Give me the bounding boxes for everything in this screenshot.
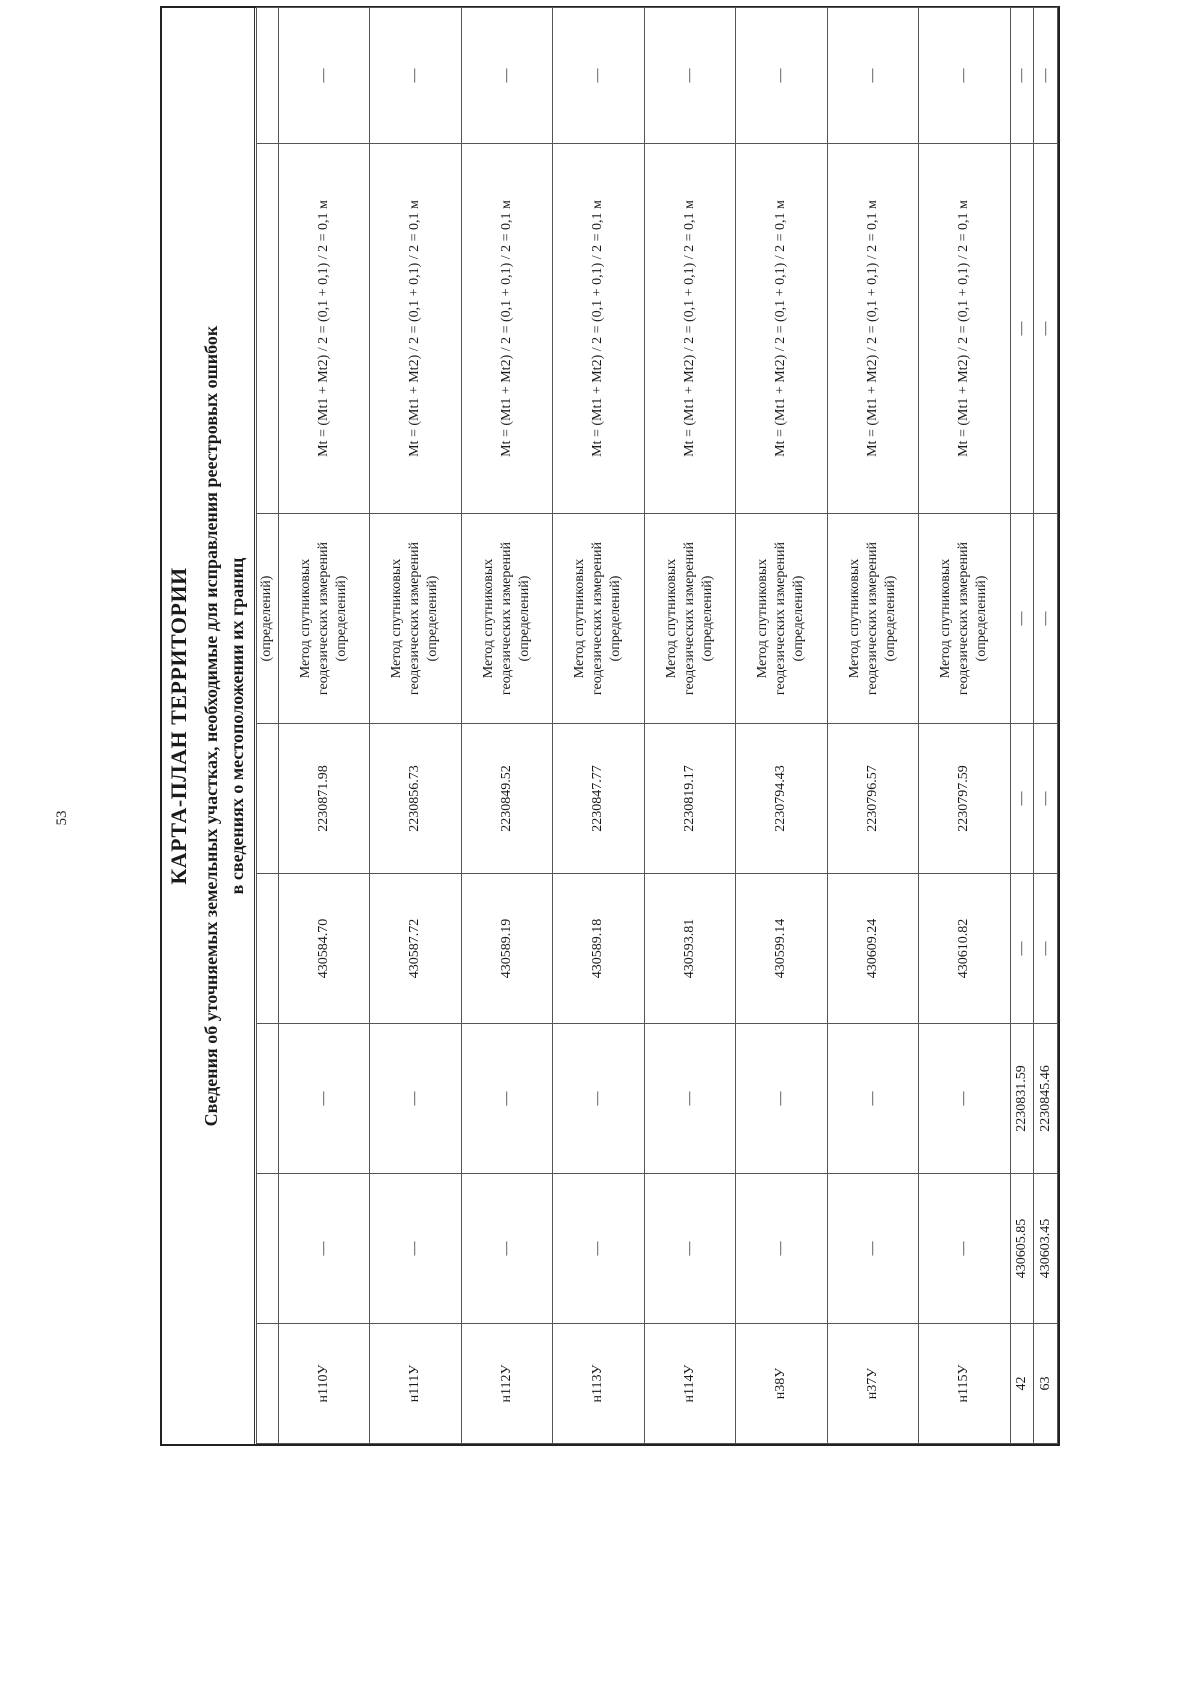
new-x-cell: — xyxy=(1034,874,1058,1024)
extra-cell: — xyxy=(644,8,736,144)
table-row xyxy=(827,8,919,1444)
old-y-cell: — xyxy=(919,1024,1011,1174)
table-row xyxy=(1010,8,1034,1444)
old-x-cell: — xyxy=(278,1174,370,1324)
old-x-cell: 430605.85 xyxy=(1010,1174,1034,1324)
point-cell: н114У xyxy=(644,1324,736,1444)
page-number: 53 xyxy=(54,810,70,826)
new-x-cell: — xyxy=(1010,874,1034,1024)
new-y-cell: 2230847.77 xyxy=(553,724,645,874)
extra-cell: — xyxy=(553,8,645,144)
formula-cell: Mt = (Mt1 + Mt2) / 2 = (0,1 + 0,1) / 2 = 0,1 м xyxy=(553,144,645,514)
old-y-cell: 2230831.59 xyxy=(1010,1024,1034,1174)
table-row xyxy=(553,8,645,1444)
new-y-cell: 2230871.98 xyxy=(278,724,370,874)
extra-cell: — xyxy=(736,8,828,144)
extra-cell: — xyxy=(370,8,462,144)
document-subtitle xyxy=(198,8,250,1444)
point-cell: н113У xyxy=(553,1324,645,1444)
table-row xyxy=(461,8,553,1444)
table-row xyxy=(257,8,279,1444)
extra-cell: — xyxy=(461,8,553,144)
title-block xyxy=(162,8,255,1444)
new-y-cell: — xyxy=(1034,724,1058,874)
point-cell: н38У xyxy=(736,1324,828,1444)
map-plan-sheet xyxy=(160,6,1060,1446)
point-cell: н115У xyxy=(919,1324,1011,1444)
old-x-cell: — xyxy=(370,1174,462,1324)
formula-cell: — xyxy=(1034,144,1058,514)
new-y-cell: 2230796.57 xyxy=(827,724,919,874)
point-cell: н37У xyxy=(827,1324,919,1444)
point-cell: н110У xyxy=(278,1324,370,1444)
method-cell: Метод спутниковых геодезических измерений (определений) xyxy=(644,514,736,724)
method-cell: — xyxy=(1010,514,1034,724)
formula-cell: — xyxy=(1010,144,1034,514)
table-row xyxy=(278,8,370,1444)
table-row xyxy=(1034,8,1058,1444)
new-y-cell: 2230849.52 xyxy=(461,724,553,874)
old-x-cell: — xyxy=(644,1174,736,1324)
point-cell: н111У xyxy=(370,1324,462,1444)
coordinates-table xyxy=(256,7,1058,1444)
old-y-cell: — xyxy=(736,1024,828,1174)
old-x-cell: — xyxy=(553,1174,645,1324)
new-y-cell: 2230794.43 xyxy=(736,724,828,874)
new-x-cell: 430589.18 xyxy=(553,874,645,1024)
new-y-cell: 2230856.73 xyxy=(370,724,462,874)
table-row xyxy=(370,8,462,1444)
extra-cell: — xyxy=(1010,8,1034,144)
formula-cell: Mt = (Mt1 + Mt2) / 2 = (0,1 + 0,1) / 2 = 0,1 м xyxy=(736,144,828,514)
formula-cell: Mt = (Mt1 + Mt2) / 2 = (0,1 + 0,1) / 2 = 0,1 м xyxy=(827,144,919,514)
new-x-cell: 430584.70 xyxy=(278,874,370,1024)
old-x-cell: — xyxy=(919,1174,1011,1324)
new-x-cell: 430610.82 xyxy=(919,874,1011,1024)
method-cell: Метод спутниковых геодезических измерений (определений) xyxy=(827,514,919,724)
method-cell: Метод спутниковых геодезических измерений (определений) xyxy=(461,514,553,724)
old-x-cell: — xyxy=(461,1174,553,1324)
extra-cell: — xyxy=(278,8,370,144)
new-x-cell: 430609.24 xyxy=(827,874,919,1024)
formula-cell: Mt = (Mt1 + Mt2) / 2 = (0,1 + 0,1) / 2 = 0,1 м xyxy=(644,144,736,514)
old-y-cell: — xyxy=(370,1024,462,1174)
subtitle-line-1: Сведения об уточняемых земельных участках, необходимые для исправления реестровых ошибок xyxy=(201,325,221,1127)
method-cell: (определений) xyxy=(257,514,279,724)
old-y-cell: — xyxy=(553,1024,645,1174)
old-y-cell: — xyxy=(827,1024,919,1174)
point-cell: н112У xyxy=(461,1324,553,1444)
table-row xyxy=(736,8,828,1444)
extra-cell: — xyxy=(827,8,919,144)
point-cell: 42 xyxy=(1010,1324,1034,1444)
document-title: КАРТА-ПЛАН ТЕРРИТОРИИ xyxy=(166,567,191,885)
method-cell: Метод спутниковых геодезических измерений (определений) xyxy=(919,514,1011,724)
table-row xyxy=(644,8,736,1444)
old-x-cell: — xyxy=(827,1174,919,1324)
new-x-cell: 430589.19 xyxy=(461,874,553,1024)
method-cell: Метод спутниковых геодезических измерений (определений) xyxy=(736,514,828,724)
table-row xyxy=(919,8,1011,1444)
method-cell: Метод спутниковых геодезических измерений (определений) xyxy=(278,514,370,724)
subtitle-line-2: в сведениях о местоположении их границ xyxy=(227,557,247,895)
old-x-cell: — xyxy=(736,1174,828,1324)
extra-cell: — xyxy=(1034,8,1058,144)
extra-cell: — xyxy=(919,8,1011,144)
formula-cell: Mt = (Mt1 + Mt2) / 2 = (0,1 + 0,1) / 2 = 0,1 м xyxy=(919,144,1011,514)
new-y-cell: 2230819.17 xyxy=(644,724,736,874)
formula-cell: Mt = (Mt1 + Mt2) / 2 = (0,1 + 0,1) / 2 = 0,1 м xyxy=(278,144,370,514)
formula-cell: Mt = (Mt1 + Mt2) / 2 = (0,1 + 0,1) / 2 = 0,1 м xyxy=(461,144,553,514)
new-y-cell: — xyxy=(1010,724,1034,874)
formula-cell: Mt = (Mt1 + Mt2) / 2 = (0,1 + 0,1) / 2 = 0,1 м xyxy=(370,144,462,514)
new-x-cell: 430593.81 xyxy=(644,874,736,1024)
new-y-cell: 2230797.59 xyxy=(919,724,1011,874)
old-y-cell: — xyxy=(461,1024,553,1174)
old-y-cell: 2230845.46 xyxy=(1034,1024,1058,1174)
method-cell: Метод спутниковых геодезических измерений (определений) xyxy=(370,514,462,724)
old-y-cell: — xyxy=(644,1024,736,1174)
method-cell: — xyxy=(1034,514,1058,724)
old-y-cell: — xyxy=(278,1024,370,1174)
point-cell: 63 xyxy=(1034,1324,1058,1444)
new-x-cell: 430587.72 xyxy=(370,874,462,1024)
new-x-cell: 430599.14 xyxy=(736,874,828,1024)
old-x-cell: 430603.45 xyxy=(1034,1174,1058,1324)
method-cell: Метод спутниковых геодезических измерений (определений) xyxy=(553,514,645,724)
